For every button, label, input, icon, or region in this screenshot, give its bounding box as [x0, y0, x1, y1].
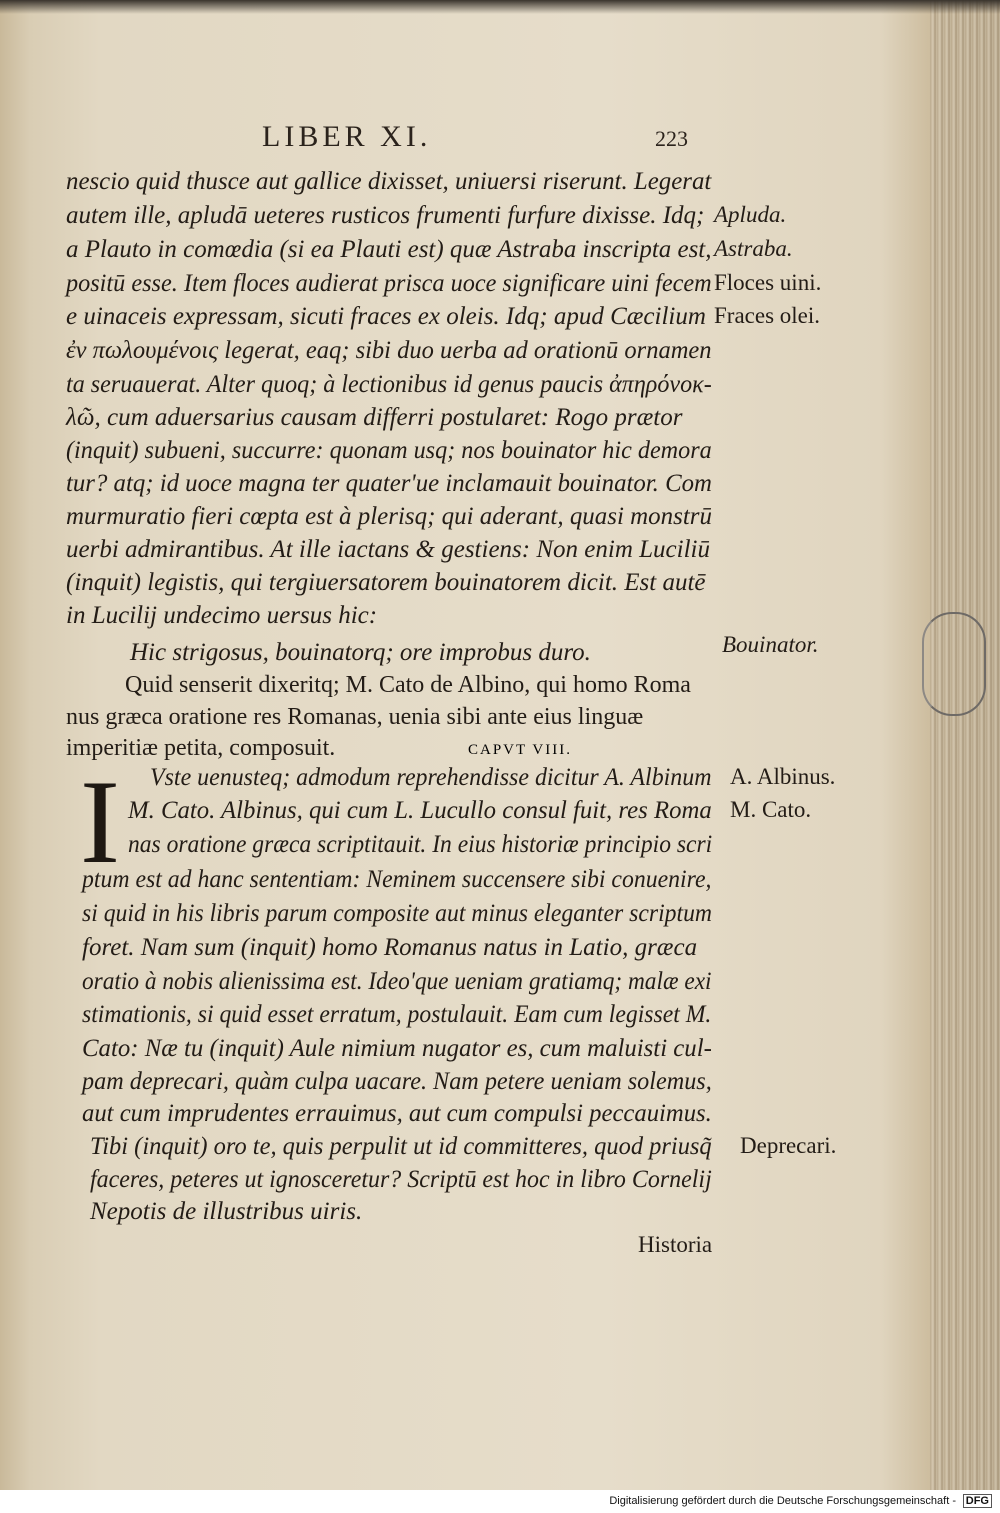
page-edges — [930, 0, 1000, 1490]
text-line: ta seruauerat. Alter quoq; à lectionibus id genus paucis ἀπηρόνοκ- — [66, 371, 712, 398]
text-line: aut cum imprudentes errauimus, aut cum compulsi peccauimus. — [82, 1100, 712, 1127]
text-line: si quid in his libris parum composite aut minus eleganter scriptum — [82, 900, 713, 927]
margin-note-deprecari: Deprecari. — [740, 1133, 837, 1158]
text-line: tur? atq; id uoce magna ter quater'ue inclamauit bouinator. Com — [66, 470, 712, 497]
text-line: M. Cato. Albinus, qui cum L. Lucullo consul fuit, res Roma — [128, 797, 712, 824]
chapter-number: CAPVT VIII. — [468, 742, 572, 758]
footer-credit: Digitalisierung gefördert durch die Deutsche Forschungsgemeinschaft - — [609, 1495, 956, 1507]
drop-cap: I — [80, 755, 120, 888]
text-line: Cato: Næ tu (inquit) Aule nimium nugator es, cum maluisti cul- — [82, 1035, 712, 1062]
text-line: (inquit) legistis, qui tergiuersatorem bouinatorem dicit. Est autē — [66, 569, 706, 596]
text-line: e uinaceis expressam, sicuti fraces ex oleis. Idq; apud Cæcilium — [66, 303, 706, 330]
text-line: Vste uenusteq; admodum reprehendisse dicitur A. Albinum — [150, 764, 712, 791]
digitization-footer — [0, 1490, 1000, 1513]
text-line: ptum est ad hanc sententiam: Neminem succensere sibi conuenire, — [82, 866, 712, 893]
text-line: (inquit) subueni, succurre: quonam usq; nos bouinator hic demora — [66, 437, 712, 464]
top-shadow — [0, 0, 1000, 14]
text-line: in Lucilij undecimo uersus hic: — [66, 602, 378, 629]
chapter-heading-line: nus græca oratione res Romanas, uenia sibi ante eius linguæ — [66, 704, 644, 730]
text-line: ἐν πωλουμένοις legerat, eaq; sibi duo uerba ad orationū ornamen — [66, 337, 712, 364]
chapter-heading-line: imperitiæ petita, composuit. — [66, 735, 336, 761]
text-line: λῶ, cum aduersarius causam differri postularet: Rogo prætor — [66, 404, 683, 431]
margin-note-astraba: Astraba. — [714, 236, 793, 261]
text-line: nescio quid thusce aut gallice dixisset, uniuersi riserunt. Legerat — [66, 168, 712, 195]
margin-note-albinus: A. Albinus. — [730, 764, 836, 789]
text-line: autem ille, apludā ueteres rusticos frumenti furfure dixisse. Idq; — [66, 202, 705, 229]
text-line: Tibi (inquit) oro te, quis perpulit ut id committeres, quod priusq̃ — [90, 1133, 712, 1160]
text-line: positū esse. Item floces audierat prisca uoce significare uini fecem — [66, 270, 712, 297]
text-line: faceres, peteres ut ignosceretur? Scriptū est hoc in libro Cornelij — [90, 1166, 712, 1193]
running-head — [0, 120, 1000, 160]
text-line: stimationis, si quid esset erratum, postulauit. Eam cum legisset M. — [82, 1001, 712, 1028]
dfg-logo: DFG — [963, 1494, 992, 1508]
text-line: a Plauto in comœdia (si ea Plauti est) quæ Astraba inscripta est, — [66, 236, 712, 263]
text-line: nas oratione græca scriptitauit. In eius historiæ principio scri — [128, 831, 713, 858]
text-line: uerbi admirantibus. At ille iactans & gestiens: Non enim Luciliū — [66, 536, 710, 563]
margin-note-cato: M. Cato. — [730, 797, 812, 822]
running-title: LIBER XI. — [262, 120, 432, 153]
margin-note-floces: Floces uini. — [714, 270, 822, 295]
catchword: Historia — [638, 1232, 713, 1257]
margin-note-fraces: Fraces olei. — [714, 303, 821, 328]
margin-note-bouinator: Bouinator. — [722, 632, 819, 657]
verse-line: Hic strigosus, bouinatorq; ore improbus duro. — [130, 639, 591, 666]
text-line: pam deprecari, quàm culpa uacare. Nam petere ueniam solemus, — [82, 1068, 712, 1095]
folio-number: 223 — [655, 126, 688, 151]
chapter-heading-line: Quid senserit dixeritq; M. Cato de Albino, qui homo Roma — [125, 672, 691, 698]
margin-note-apluda: Apluda. — [714, 202, 787, 227]
paper-clip — [922, 612, 986, 716]
text-line: Nepotis de illustribus uiris. — [90, 1198, 363, 1225]
text-line: murmuratio fieri cœpta est à plerisq; qui aderant, quasi monstrū — [66, 503, 712, 530]
text-line: oratio à nobis alienissima est. Ideo'que ueniam gratiamq; malæ exi — [82, 968, 712, 995]
text-line: foret. Nam sum (inquit) homo Romanus natus in Latio, græca — [82, 934, 698, 961]
